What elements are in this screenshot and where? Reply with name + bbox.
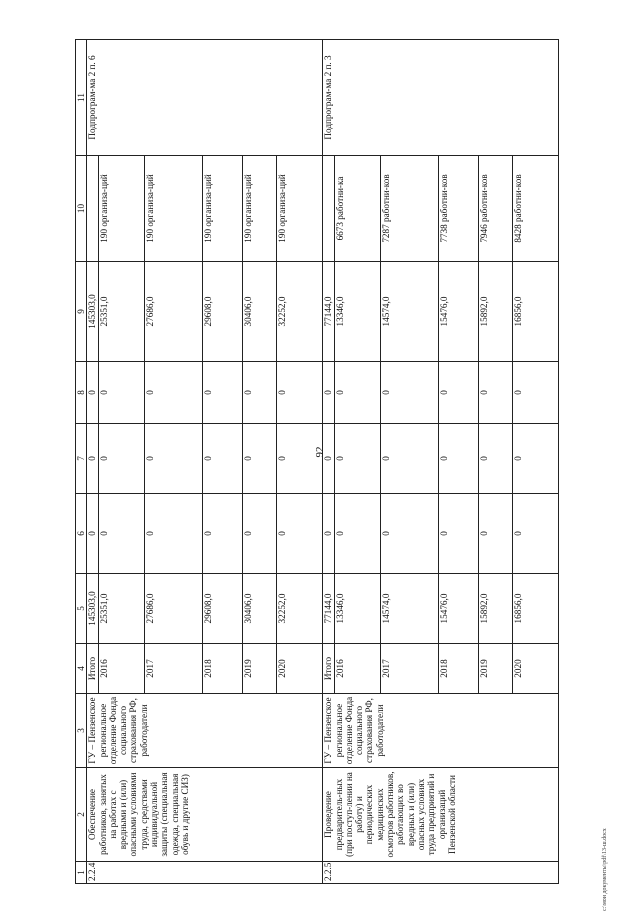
header-cell: 11 [76, 40, 87, 156]
col7-cell: 0 [243, 424, 277, 494]
header-cell: 10 [76, 156, 87, 262]
year-cell: 2020 [277, 644, 323, 694]
year-cell: 2017 [381, 644, 439, 694]
col8-cell: 0 [243, 362, 277, 424]
indicator-cell: 190 организа-ций [243, 156, 277, 262]
indicator-cell: 7946 работни-ков [479, 156, 513, 262]
col7-cell: 0 [277, 424, 323, 494]
col8-cell: 0 [381, 362, 439, 424]
col7-cell: 0 [381, 424, 439, 494]
indicator-cell: 190 организа-ций [145, 156, 203, 262]
total-cell: 13346,0 [335, 574, 381, 644]
subprogram-reference: Подпрограм-ма 2 п. 6 [87, 40, 323, 156]
col9-cell: 16856,0 [513, 262, 559, 362]
indicator-cell: 7287 работни-ков [381, 156, 439, 262]
col9-cell: 27686,0 [145, 262, 203, 362]
header-cell: 6 [76, 494, 87, 574]
col7-cell: 0 [513, 424, 559, 494]
indicator-cell: 6673 работни-ка [335, 156, 381, 262]
col7-cell: 0 [335, 424, 381, 494]
header-cell: 9 [76, 262, 87, 362]
header-cell: 4 [76, 644, 87, 694]
indicator-cell [87, 156, 99, 262]
col6-cell: 0 [243, 494, 277, 574]
col8-cell: 0 [99, 362, 145, 424]
col9-cell: 15476,0 [439, 262, 479, 362]
page-number: 92 [314, 446, 326, 458]
activity-executor: ГУ – Пензенское региональное отделение Фонда социального страхования РФ, работодатели [323, 694, 559, 768]
header-cell: 8 [76, 362, 87, 424]
total-cell: 14574,0 [381, 574, 439, 644]
col6-cell: 0 [513, 494, 559, 574]
col7-cell: 0 [145, 424, 203, 494]
col7-cell: 0 [439, 424, 479, 494]
year-cell: 2020 [513, 644, 559, 694]
col9-cell: 32252,0 [277, 262, 323, 362]
total-cell: 27686,0 [145, 574, 203, 644]
col6-cell: 0 [99, 494, 145, 574]
program-activities-table [75, 39, 559, 884]
col6-cell: 0 [145, 494, 203, 574]
col7-cell: 0 [87, 424, 99, 494]
header-cell: 1 [76, 862, 87, 884]
indicator-cell: 7738 работни-ков [439, 156, 479, 262]
col6-cell: 0 [439, 494, 479, 574]
activity-number: 2.2.5 [323, 862, 559, 884]
total-cell: 15476,0 [439, 574, 479, 644]
col9-cell: 29608,0 [203, 262, 243, 362]
year-cell: Итого [323, 644, 335, 694]
year-cell: 2016 [99, 644, 145, 694]
indicator-cell: 190 организа-ций [99, 156, 145, 262]
col9-cell: 30406,0 [243, 262, 277, 362]
table-header-row [76, 40, 87, 884]
activity-executor: ГУ – Пензенское региональное отделение Фонда социального страхования РФ, работодатели [87, 694, 323, 768]
col8-cell: 0 [87, 362, 99, 424]
indicator-cell [323, 156, 335, 262]
activity-number: 2.2.4 [87, 862, 323, 884]
col8-cell: 0 [145, 362, 203, 424]
col6-cell: 0 [277, 494, 323, 574]
col8-cell: 0 [513, 362, 559, 424]
col6-cell: 0 [335, 494, 381, 574]
year-cell: 2019 [479, 644, 513, 694]
col9-cell: 77144,0 [323, 262, 335, 362]
col9-cell: 14574,0 [381, 262, 439, 362]
col8-cell: 0 [277, 362, 323, 424]
total-cell: 32252,0 [277, 574, 323, 644]
total-cell: 145303,0 [87, 574, 99, 644]
year-cell: 2019 [243, 644, 277, 694]
col9-cell: 145303,0 [87, 262, 99, 362]
table-row [87, 40, 99, 884]
col8-cell: 0 [479, 362, 513, 424]
col9-cell: 13346,0 [335, 262, 381, 362]
col6-cell: 0 [323, 494, 335, 574]
year-cell: 2018 [203, 644, 243, 694]
year-cell: 2017 [145, 644, 203, 694]
subprogram-reference: Подпрограм-ма 2 п. 3 [323, 40, 559, 156]
activity-description: Обеспечение работников, занятых на работах с вредными и (или) опасными условиями труда, средствами индивидуальной защиты (специальная одежда, специальная обувь и другие СИЗ) [87, 768, 323, 862]
header-cell: 7 [76, 424, 87, 494]
total-cell: 77144,0 [323, 574, 335, 644]
col9-cell: 25351,0 [99, 262, 145, 362]
col8-cell: 0 [323, 362, 335, 424]
total-cell: 15892,0 [479, 574, 513, 644]
col6-cell: 0 [87, 494, 99, 574]
col8-cell: 0 [439, 362, 479, 424]
footer-file-path: c:\мои документы\pdf\13-ш.docx [602, 828, 608, 911]
header-cell: 3 [76, 694, 87, 768]
col7-cell: 0 [99, 424, 145, 494]
year-cell: 2018 [439, 644, 479, 694]
col8-cell: 0 [203, 362, 243, 424]
rotated-table-area [75, 40, 607, 884]
total-cell: 16856,0 [513, 574, 559, 644]
col6-cell: 0 [479, 494, 513, 574]
col7-cell: 0 [323, 424, 335, 494]
rotated-page-content [75, 40, 607, 884]
col6-cell: 0 [203, 494, 243, 574]
col8-cell: 0 [335, 362, 381, 424]
indicator-cell: 190 организа-ций [203, 156, 243, 262]
year-cell: Итого [87, 644, 99, 694]
indicator-cell: 190 организа-ций [277, 156, 323, 262]
header-cell: 5 [76, 574, 87, 644]
total-cell: 29608,0 [203, 574, 243, 644]
total-cell: 30406,0 [243, 574, 277, 644]
year-cell: 2016 [335, 644, 381, 694]
total-cell: 25351,0 [99, 574, 145, 644]
col7-cell: 0 [479, 424, 513, 494]
indicator-cell: 8428 работни-ков [513, 156, 559, 262]
header-cell: 2 [76, 768, 87, 862]
activity-description: Проведение предваритель-ных (при поступ-лении на работу) и периодических медицинских осмотров работников, работающих во вредных и (или) опасных условиях труда предприятий и организаций Пензенской области [323, 768, 559, 862]
table-row [323, 40, 335, 884]
col7-cell: 0 [203, 424, 243, 494]
col9-cell: 15892,0 [479, 262, 513, 362]
col6-cell: 0 [381, 494, 439, 574]
